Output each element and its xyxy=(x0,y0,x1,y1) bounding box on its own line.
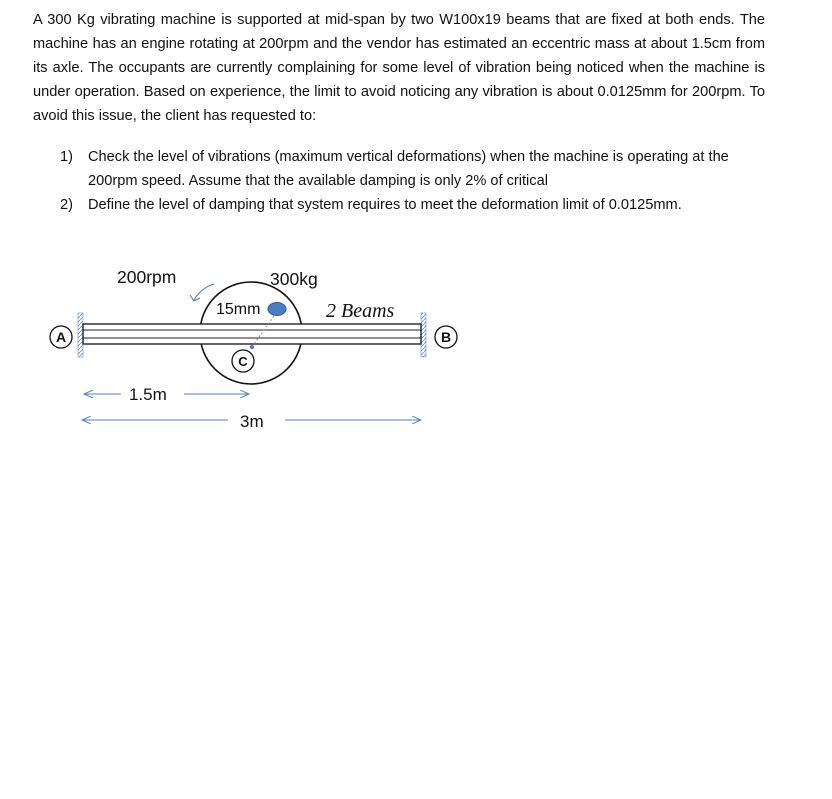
rotation-arrow-icon xyxy=(194,284,214,300)
beam-pair xyxy=(83,324,421,344)
beams-label: 2 Beams xyxy=(326,300,395,322)
task-number: 2) xyxy=(60,197,73,213)
beam-outline xyxy=(83,324,421,344)
task-text: Check the level of vibrations (maximum vertical deformations) when the machine is operating at the 200rpm speed. Assume that the available damping is only 2% of critical xyxy=(88,149,729,189)
support-a-label: A xyxy=(55,329,67,345)
problem-statement: A 300 Kg vibrating machine is supported at mid-span by two W100x19 beams that are fixed at both ends. The machine has an engine rotating at 200rpm and the vendor has estimated an eccentric mass at about 1.5cm from its axle. The occupants are currently complaining for some level of vibration being noticed when the machine is under operation. Based on experience, the limit to avoid noticing any vibration is about 0.0125mm for 200rpm. To avoid this issue, the client has requested to: xyxy=(33,12,765,124)
task-text: Define the level of damping that system requires to meet the deformation limit of 0.0125mm. xyxy=(88,197,682,213)
support-b-label: B xyxy=(440,329,452,345)
center-label: C xyxy=(238,354,248,369)
mass-label: 300kg xyxy=(270,269,318,289)
eccentric-mass-icon xyxy=(268,303,286,316)
speed-label: 200rpm xyxy=(117,267,177,287)
fixed-support-b xyxy=(421,313,426,357)
span-label: 3m xyxy=(240,412,264,431)
fixed-support-a xyxy=(78,313,83,357)
half-span-label: 1.5m xyxy=(129,385,167,404)
eccentricity-label: 15mm xyxy=(216,301,261,318)
task-number: 1) xyxy=(60,149,73,165)
axle-point xyxy=(250,345,254,349)
